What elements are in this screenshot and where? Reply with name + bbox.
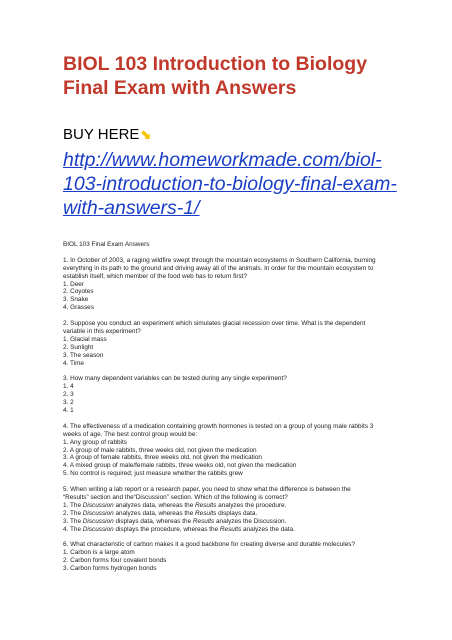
option-text: analyzes data, whereas the [113,501,196,509]
option-text: 1. The [63,501,83,509]
option-emphasis: Discussion [82,509,114,517]
question-text: 5. When writing a lab report or a research paper, you need to show what the difference is between the [63,486,351,494]
purchase-link-line[interactable]: 103-introduction-to-biology-final-exam- [63,173,397,195]
purchase-link[interactable] [63,148,433,220]
answer-option: 2. A group of male rabbits, three weeks old, not given the medication [63,446,257,454]
answer-option: 4. Time [63,359,84,367]
question-text: 6. What characteristic of carbon makes it a good backbone for creating diverse and durable molecules? [63,541,355,549]
purchase-link-line[interactable]: with-answers-1/ [63,197,200,219]
question-2 [63,320,413,367]
answer-option: 2. 3 [63,391,74,399]
answer-option [63,502,413,510]
option-text: analyzes the procedure. [216,501,287,509]
answer-option: 3. Carbon forms hydrogen bonds [63,565,157,573]
answer-option: 3. 2 [63,399,74,407]
option-text: 3. The [63,517,83,525]
answer-option: 2. Carbon forms four covalent bonds [63,557,167,565]
option-text: displays the procedure, whereas the [113,525,220,533]
answer-option: 1. Deer [63,280,84,288]
answer-option: 2. Sunlight [63,343,94,351]
question-text: “Results” section and the“Discussion” section. Which of the following is correct? [63,493,288,501]
document-title [63,52,423,100]
answer-option [63,526,413,534]
buy-here-text: BUY HERE [63,126,140,143]
question-5 [63,486,413,533]
option-emphasis: Discussion [82,525,114,533]
option-emphasis: Results [195,501,217,509]
answer-option: 1. Glacial mass [63,335,107,343]
question-text: variable in this experiment? [63,327,141,335]
answer-option: 3. Snake [63,296,89,304]
question-1 [63,257,413,312]
exam-heading: BIOL 103 Final Exam Answers [63,241,150,248]
arrow-down-right-icon: ⬊ [140,127,152,142]
option-text: displays data. [216,509,258,517]
question-text: 2. Suppose you conduct an experiment which simulates glacial recession over time. What is the dependent [63,320,366,328]
option-text: displays data, whereas the [113,517,193,525]
purchase-link-line[interactable]: http://www.homeworkmade.com/biol- [63,149,382,171]
option-emphasis: Discussion [82,517,114,525]
title-line: BIOL 103 Introduction to Biology [63,53,368,75]
question-text: 3. How many dependent variables can be tested during any single experiment? [63,375,287,383]
option-text: 2. The [63,509,83,517]
question-4 [63,423,413,478]
answer-option: 1. Any group of rabbits [63,438,127,446]
question-text: establish itself, which member of the food web has to return first? [63,272,247,280]
option-text: analyzes the Discussion. [214,517,287,525]
answer-option: 4. A mixed group of male/female rabbits, three weeks old, not given the medication [63,462,297,470]
option-emphasis: Results [195,509,217,517]
question-text: 4. The effectiveness of a medication containing growth hormones is tested on a group of young male rabbits 3 [63,422,374,430]
question-3 [63,375,413,415]
option-emphasis: Discussion [82,501,114,509]
answer-option [63,510,413,518]
answer-option: 1. 4 [63,383,74,391]
option-emphasis: Results [192,517,215,525]
option-text: analyzes the data. [241,525,295,533]
answer-option [63,518,413,526]
question-text: weeks of age. The best control group would be: [63,430,198,438]
answer-option: 4. Grasses [63,304,94,312]
answer-option: 4. 1 [63,406,74,414]
answer-option: 3. The season [63,351,104,359]
title-line: Final Exam with Answers [63,77,297,99]
answer-option: 1. Carbon is a large atom [63,549,135,557]
answer-option: 3. A group of female rabbits, three weeks old, not given the medication [63,454,262,462]
buy-here-label [63,126,151,144]
exam-content [63,241,413,573]
question-text: 1. In October of 2003, a raging wildfire swept through the mountain ecosystems in Southern California, burning [63,256,376,264]
question-6 [63,541,413,573]
option-text: 4. The [63,525,83,533]
answer-option: 2. Coyotes [63,288,94,296]
option-emphasis: Results [219,525,242,533]
option-text: analyzes data, whereas the [113,509,196,517]
question-text: everything in its path to the ground and driving away all of the animals. In order for the mountain ecosystem to [63,264,374,272]
answer-option: 5. No control is required; just measure whether the rabbits grew [63,470,243,478]
